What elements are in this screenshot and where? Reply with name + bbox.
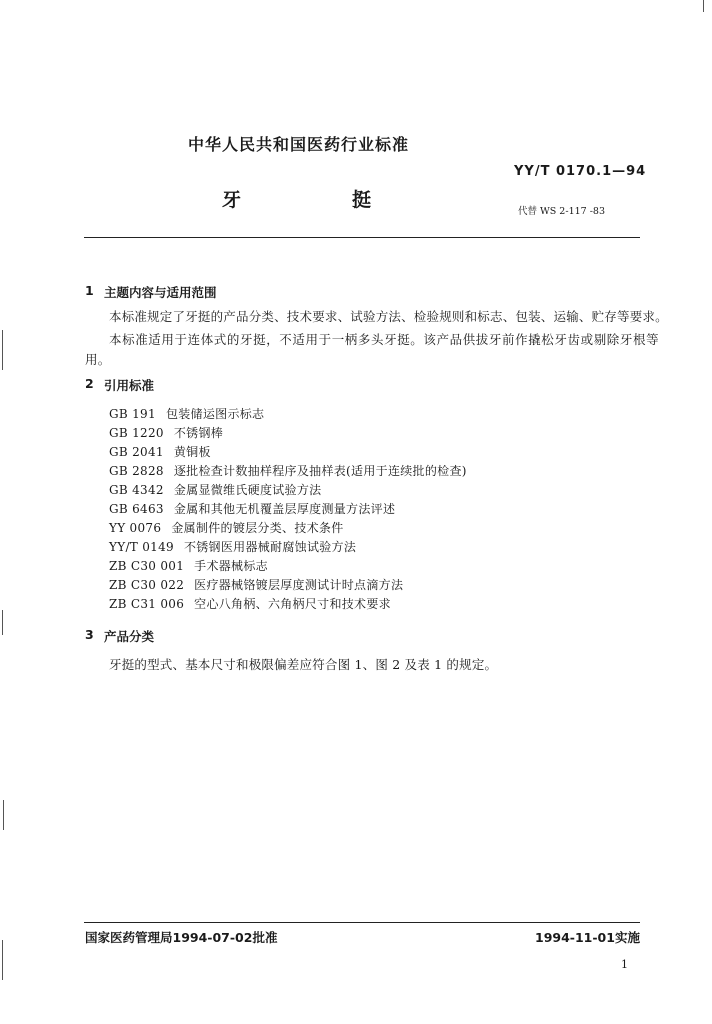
reference-title: 手术器械标志	[194, 559, 268, 573]
reference-title: 医疗器械铬镀层厚度测试计时点滴方法	[194, 578, 404, 592]
reference-code: GB 191	[109, 407, 156, 421]
section-1-paragraph: 用。	[85, 352, 111, 367]
reference-code: GB 2828	[109, 464, 164, 478]
approval-line: 国家医药管理局1994-07-02批准	[85, 930, 278, 945]
reference-title: 黄铜板	[173, 445, 211, 459]
reference-code: GB 6463	[109, 502, 164, 516]
section-1-number: 1	[85, 283, 94, 298]
reference-item	[109, 481, 321, 498]
reference-title: 金属和其他无机覆盖层厚度测量方法评述	[173, 502, 396, 516]
reference-title: 金属显微维氏硬度试验方法	[173, 483, 322, 497]
reference-title: 包装储运图示标志	[165, 407, 265, 421]
reference-item	[109, 462, 467, 479]
reference-code: GB 2041	[109, 445, 164, 459]
document-title-left: 牙	[222, 189, 242, 211]
reference-item	[109, 576, 403, 593]
reference-code: GB 1220	[109, 426, 164, 440]
reference-title: 不锈钢棒	[173, 426, 224, 440]
reference-item	[109, 557, 268, 574]
reference-code: ZB C30 001	[109, 559, 185, 573]
section-1-paragraph: 本标准规定了牙挺的产品分类、技术要求、试验方法、检验规则和标志、包装、运输、贮存等要求。	[109, 309, 668, 324]
effective-date: 1994-11-01实施	[535, 930, 640, 945]
scan-edge-mark	[3, 800, 4, 830]
standard-number: YY/T 0170.1—94	[514, 164, 647, 179]
replaces-note: 代替 WS 2-117 -83	[518, 206, 606, 217]
reference-title: 逐批检查计数抽样程序及抽样表(适用于连续批的检查)	[173, 464, 467, 478]
reference-code: ZB C30 022	[109, 578, 185, 592]
reference-item	[109, 405, 264, 422]
footer-rule	[84, 922, 640, 923]
section-2-number: 2	[85, 376, 94, 391]
reference-item	[109, 443, 211, 460]
agency-title: 中华人民共和国医药行业标准	[188, 135, 410, 154]
section-3-number: 3	[85, 627, 94, 642]
reference-code: YY/T 0149	[109, 540, 174, 554]
section-3-heading: 产品分类	[104, 629, 155, 644]
reference-item	[109, 500, 395, 517]
page-number: 1	[621, 958, 628, 971]
section-1-paragraph: 本标准适用于连体式的牙挺，不适用于一柄多头牙挺。该产品供拔牙前作撬松牙齿或剔除牙根等	[109, 332, 660, 347]
scan-edge-mark	[2, 610, 3, 635]
reference-title: 金属制件的镀层分类、技术条件	[171, 521, 344, 535]
section-2-heading: 引用标准	[104, 378, 155, 393]
section-1-heading: 主题内容与适用范围	[104, 285, 217, 300]
reference-item	[109, 538, 356, 555]
reference-code: ZB C31 006	[109, 597, 185, 611]
reference-title: 不锈钢医用器械耐腐蚀试验方法	[183, 540, 357, 554]
document-title-right: 挺	[352, 189, 372, 211]
reference-item	[109, 595, 391, 612]
reference-title: 空心八角柄、六角柄尺寸和技术要求	[194, 597, 391, 611]
scan-edge-mark	[703, 0, 704, 12]
header-rule	[84, 237, 640, 238]
reference-item	[109, 424, 223, 441]
section-3-paragraph: 牙挺的型式、基本尺寸和极限偏差应符合图 1、图 2 及表 1 的规定。	[109, 657, 498, 672]
scan-edge-mark	[2, 940, 3, 980]
reference-code: GB 4342	[109, 483, 164, 497]
scan-edge-mark	[2, 330, 3, 370]
reference-code: YY 0076	[109, 521, 162, 535]
reference-item	[109, 519, 344, 536]
